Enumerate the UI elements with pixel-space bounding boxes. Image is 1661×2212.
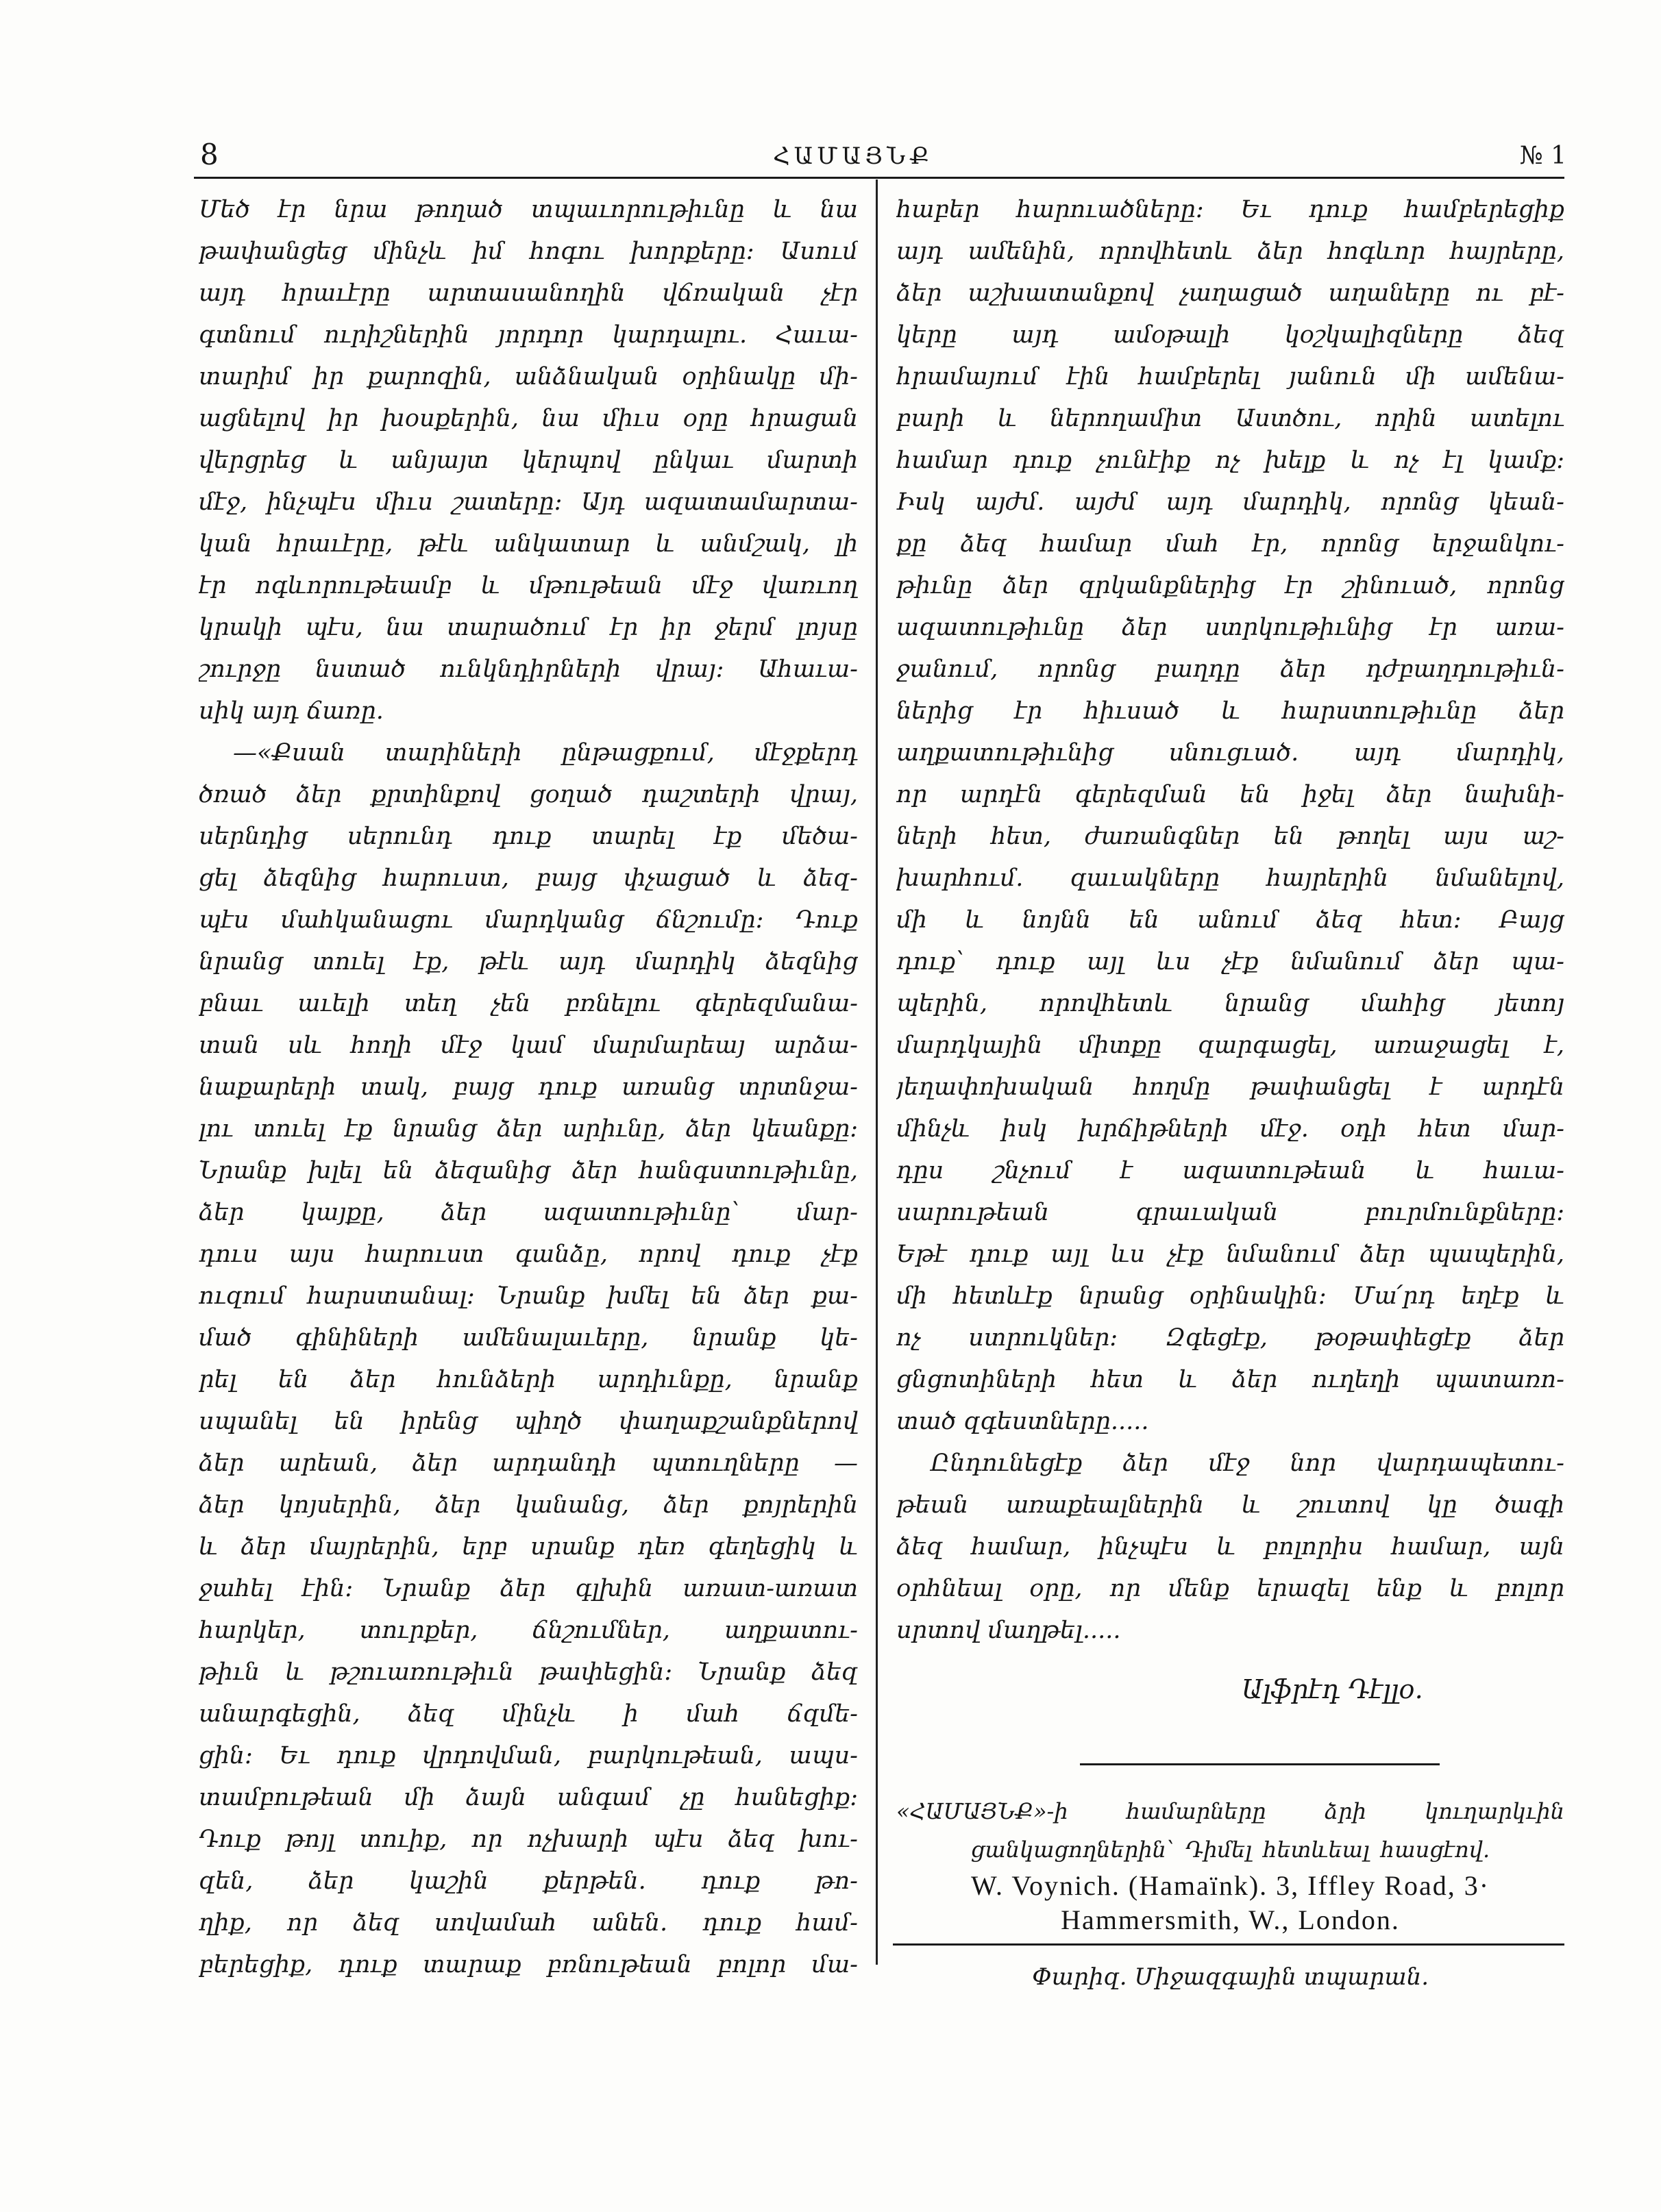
text-line: թիւն և թշուառութիւն թափեցին: Նրանք ձեզ: [199, 1658, 858, 1686]
text-line: ացնելով իր խօսքերին, նա միւս օրը հրացան: [199, 405, 858, 432]
text-line: հաբեր հարուածները: Եւ դուք համբերեցիք: [896, 196, 1564, 223]
text-line: ձեր աշխատանքով չաղացած աղաները ու բէ-: [896, 279, 1564, 307]
printer-imprint: Փարիզ. Միջազգային տպարան.: [1031, 1963, 1429, 1991]
text-line: ցնցոտիների հետ և ձեր ուղեղի պատառո-: [896, 1366, 1564, 1393]
text-line: վերցրեց և անյայտ կերպով ընկաւ մարտի: [199, 447, 858, 474]
text-line: համար դուք չունէիք ոչ խելք և ոչ էլ կամք:: [896, 447, 1564, 474]
text-line: աղքատութիւնից սնուցւած. այդ մարդիկ,: [896, 739, 1564, 767]
text-line: նաքարերի տակ, բայց դուք առանց տրտնջա-: [199, 1073, 858, 1101]
text-line: սերնդից սերունդ դուք տարել էք մեծա-: [199, 823, 858, 850]
text-line: ուզում հարստանալ: Նրանք խմել են ձեր քա-: [199, 1282, 858, 1310]
text-line: հարկեր, տուրքեր, ճնշումներ, աղքատու-: [199, 1617, 858, 1644]
text-line: շուրջը նստած ունկնդիրների վրայ: Ահաւա-: [199, 656, 858, 683]
text-line: ազատութիւնը ձեր ստրկութիւնից էր առա-: [896, 614, 1564, 641]
header-rule: [194, 177, 1564, 179]
text-line: մած գինիների ամենալաւերը, նրանք կե-: [199, 1324, 858, 1352]
text-line: լու տուել էք նրանց ձեր արիւնը, ձեր կեանքը:: [199, 1115, 858, 1143]
text-line: թափանցեց մինչև իմ հոգու խորքերը: Ասում: [199, 238, 858, 265]
text-line: ոչ ստրուկներ: Զգեցէք, թօթափեցէք ձեր: [896, 1324, 1564, 1352]
text-line: այդ հրաւէրը արտասանողին վճռական չէր: [199, 279, 858, 307]
page-number: 8: [200, 138, 219, 171]
text-line: Դուք թոյլ տուիք, որ ոչխարի պէս ձեզ խու-: [199, 1826, 858, 1853]
text-line: Նրանք խլել են ձեզանից ձեր հանգստութիւնը,: [199, 1157, 858, 1184]
text-line: հրամայում էին համբերել յանուն մի ամենա-: [896, 363, 1564, 390]
text-line: ների հետ, ժառանգներ են թողել այս աշ-: [896, 823, 1564, 850]
text-line: անարգեցին, ձեզ մինչև ի մահ ճզմե-: [199, 1700, 858, 1728]
text-line: դուս այս հարուստ գանձը, որով դուք չէք: [199, 1241, 858, 1268]
left-column: [199, 189, 858, 1986]
text-line: մի և նոյնն են անում ձեզ հետ: Բայց: [896, 906, 1564, 934]
text-line: Մեծ էր նրա թողած տպաւորութիւնը և նա: [199, 196, 858, 223]
notice-separator-rule: [1080, 1763, 1440, 1765]
paragraph: [199, 189, 858, 732]
text-line: սիկ այդ ճառը.: [199, 697, 384, 725]
text-line: րել են ձեր հունձերի արդիւնքը, նրանք: [199, 1366, 858, 1393]
text-line: գտնում ուրիշներին յորդոր կարդալու. Հաւա-: [199, 321, 858, 349]
text-line: դըս շնչում է ազատութեան և հաւա-: [896, 1157, 1564, 1184]
text-line: մէջ, ինչպէս միւս շատերը: Այդ ազատամարտա-: [199, 488, 858, 516]
text-line: զեն, ձեր կաշին քերթեն. դուք թո-: [199, 1867, 858, 1895]
subscription-notice: [896, 1792, 1564, 1937]
paragraph: [199, 732, 858, 1986]
text-line: օրհնեալ օրը, որ մենք երազել ենք և բոլոր: [896, 1575, 1564, 1602]
text-line: —«Քսան տարիների ընթացքում, մէջքերդ: [233, 739, 858, 767]
paragraph: [896, 189, 1564, 1443]
text-line: դուք՝ դուք այլ ևս չէք նմանում ձեր պա-: [896, 948, 1564, 975]
text-line: Իսկ այժմ. այժմ այդ մարդիկ, որոնց կեան-: [896, 488, 1564, 516]
text-line: մի հետևէք նրանց օրինակին: Մա՛րդ եղէք և: [896, 1282, 1564, 1310]
text-line: յեղափոխական հողմը թափանցել է արդէն: [896, 1073, 1564, 1101]
text-line: տան սև հողի մէջ կամ մարմարեայ արձա-: [199, 1032, 858, 1059]
text-line: որ արդէն գերեզման են իջել ձեր նախնի-: [896, 781, 1564, 808]
text-line: կան հրաւէրը, թէև անկատար և անմշակ, լի: [199, 530, 858, 558]
text-line: ծռած ձեր քրտինքով ցօղած դաշտերի վրայ,: [199, 781, 858, 808]
text-line: սպանել են իրենց պիղծ փաղաքշանքներով: [199, 1408, 858, 1435]
notice-line: «ՀԱՄԱՅՆՔ»-ի համարները ձրի կուղարկւին: [896, 1798, 1564, 1824]
text-line: տարիմ իր քարոզին, անձնական օրինակը մի-: [199, 363, 858, 390]
text-line: պէս մահկանացու մարդկանց ճնշումը: Դուք: [199, 906, 858, 934]
text-line: թեան առաքեալներին և շուտով կը ծագի: [896, 1491, 1564, 1519]
text-line: և ձեր մայրերին, երբ սրանք դեռ գեղեցիկ և: [199, 1533, 858, 1561]
text-line: տած զգեստները.....: [896, 1408, 1149, 1435]
text-line: բերեցիք, դուք տարաք բռնութեան բոլոր մա-: [199, 1951, 858, 1978]
text-line: սրտով մաղթել.....: [896, 1617, 1121, 1644]
paragraph: [896, 1443, 1564, 1652]
text-line: ձեր արեան, ձեր արդանդի պտուղները —: [199, 1450, 858, 1477]
footer-rule: [893, 1943, 1564, 1946]
text-line: ջահել էին: Նրանք ձեր գլխին առատ-առատ: [199, 1575, 858, 1602]
masthead-title: ՀԱՄԱՅՆՔ: [773, 142, 933, 170]
text-line: ցին: Եւ դուք վրդովման, բարկութեան, ապս-: [199, 1742, 858, 1769]
text-line: նրանց տուել էք, թէև այդ մարդիկ ձեզնից: [199, 948, 858, 975]
text-line: պերին, որովհետև նրանց մահից յետոյ: [896, 990, 1564, 1017]
text-line: էր ոգևորութեամբ և մթութեան մէջ վառւող: [199, 572, 858, 599]
text-line: խարհում. զաւակները հայրերին նմանելով,: [896, 865, 1564, 892]
text-line: մարդկային միտքը զարգացել, առաջացել է,: [896, 1032, 1564, 1059]
text-line: սարութեան գրաւական բուրմունքները:: [896, 1199, 1564, 1226]
issue-number: № 1: [1519, 142, 1566, 170]
text-line: քը ձեզ համար մահ էր, որոնց երջանկու-: [896, 530, 1564, 558]
author-signature: Ալֆրէդ Դէլլօ.: [1242, 1674, 1423, 1704]
column-divider: [876, 179, 878, 1965]
text-line: ներից էր հիւսած և հարստութիւնը ձեր: [896, 697, 1564, 725]
text-line: այդ ամենին, որովհետև ձեր հոգևոր հայրերը,: [896, 238, 1564, 265]
text-line: ղիք, որ ձեզ սովամահ անեն. դուք համ-: [199, 1909, 858, 1937]
text-line: բարի և ներողամիտ Աստծու, որին ատելու: [896, 405, 1564, 432]
text-line: ձեր կայքը, ձեր ազատութիւնը՝ մար-: [199, 1199, 858, 1226]
text-line: կրակի պէս, նա տարածում էր իր ջերմ լոյսը: [199, 614, 858, 641]
text-line: Ընդունեցէք ձեր մէջ նոր վարդապետու-: [931, 1450, 1564, 1477]
notice-line: ցանկացողներին՝ Դիմել հետևեալ հասցէով.: [970, 1837, 1490, 1863]
text-line: թիւնը ձեր զրկանքներից էր շինուած, որոնց: [896, 572, 1564, 599]
text-line: ջանում, որոնց բաղդը ձեր դժբաղդութիւն-: [896, 656, 1564, 683]
address-line: Hammersmith, W., London.: [1061, 1904, 1400, 1935]
text-line: մինչև իսկ խրճիթների մէջ. օդի հետ մար-: [896, 1115, 1564, 1143]
text-line: կերը այդ ամօթալի կօշկալիզները ձեզ: [896, 321, 1564, 349]
text-line: տամբութեան մի ձայն անգամ չը հանեցիք:: [199, 1784, 858, 1811]
text-line: Եթէ դուք այլ ևս չէք նմանում ձեր պապերին,: [896, 1241, 1564, 1268]
text-line: բնաւ աւելի տեղ չեն բռնելու գերեզմանա-: [199, 990, 858, 1017]
text-line: ցել ձեզնից հարուստ, բայց փչացած և ձեզ-: [199, 865, 858, 892]
address-line: W. Voynich. (Hamaïnk). 3, Iffley Road, 3·: [970, 1870, 1490, 1901]
right-column: [896, 189, 1564, 1652]
text-line: ձեզ համար, ինչպէս և բոլորիս համար, այն: [896, 1533, 1564, 1561]
text-line: ձեր կոյսերին, ձեր կանանց, ձեր քոյրերին: [199, 1491, 858, 1519]
